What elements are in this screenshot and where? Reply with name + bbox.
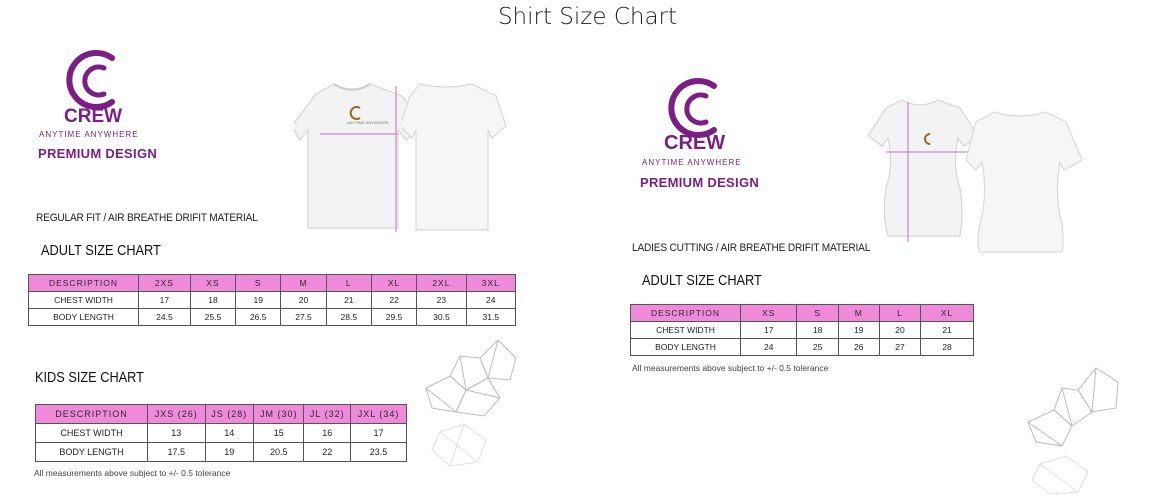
table-cell: 21 [326, 292, 371, 309]
table-cell: 31.5 [466, 309, 515, 326]
table-cell: 25.5 [190, 309, 235, 326]
table-header: JXS (26) [148, 405, 206, 424]
table-cell: 30.5 [417, 309, 466, 326]
table-header: JS (28) [205, 405, 253, 424]
table-cell: 19 [205, 443, 253, 462]
polygon-network-decoration [420, 336, 520, 486]
brand-name: CREW [64, 106, 123, 127]
tshirt-back-icon [966, 106, 1084, 258]
table-header: DESCRIPTION [36, 405, 148, 424]
table-cell: 17 [351, 424, 407, 443]
table-cell: 20 [281, 292, 326, 309]
table-row [631, 339, 974, 356]
table-row [36, 443, 407, 462]
right-adult-heading: ADULT SIZE CHART [642, 273, 762, 289]
table-header-row [36, 405, 407, 424]
adult-size-table [28, 274, 516, 326]
table-header: XL [371, 275, 416, 292]
table-cell: 25 [797, 339, 838, 356]
tshirt-front-icon [868, 96, 980, 244]
table-cell: 27.5 [281, 309, 326, 326]
table-cell: 27 [879, 339, 920, 356]
table-header: XS [741, 305, 797, 322]
table-cell: 24 [741, 339, 797, 356]
table-cell: 23 [417, 292, 466, 309]
table-cell: 28 [921, 339, 974, 356]
table-cell: 18 [797, 322, 838, 339]
table-cell: CHEST WIDTH [631, 322, 741, 339]
table-cell: 18 [190, 292, 235, 309]
table-header: JM (30) [254, 405, 304, 424]
tshirt-back-icon [402, 78, 510, 238]
table-row [29, 292, 516, 309]
brand-tagline: ANYTIME ANYWHERE [642, 158, 742, 167]
page-title: Shirt Size Chart [497, 4, 678, 30]
table-cell: 16 [304, 424, 351, 443]
table-cell: CHEST WIDTH [36, 424, 148, 443]
table-cell: 19 [838, 322, 879, 339]
premium-design-label: PREMIUM DESIGN [640, 175, 760, 190]
table-cell: 26 [838, 339, 879, 356]
left-fit-caption: REGULAR FIT / AIR BREATHE DRIFIT MATERIAL [36, 212, 258, 224]
table-header: 2XL [417, 275, 466, 292]
table-cell: 15 [254, 424, 304, 443]
table-header: XS [190, 275, 235, 292]
table-cell: BODY LENGTH [36, 443, 148, 462]
table-header: S [797, 305, 838, 322]
brand-tagline: ANYTIME ANYWHERE [39, 130, 139, 139]
table-header: XL [921, 305, 974, 322]
table-cell: 19 [236, 292, 281, 309]
ladies-size-table [630, 304, 974, 356]
table-cell: 23.5 [351, 443, 407, 462]
table-cell: 21 [921, 322, 974, 339]
premium-design-label: PREMIUM DESIGN [38, 146, 158, 161]
brand-name: CREW [664, 132, 726, 154]
table-header-row [631, 305, 974, 322]
table-header: S [236, 275, 281, 292]
table-row [29, 309, 516, 326]
table-cell: 22 [371, 292, 416, 309]
tolerance-note: All measurements above subject to +/- 0.5 tolerance [34, 468, 231, 478]
table-header: DESCRIPTION [631, 305, 741, 322]
table-cell: 20 [879, 322, 920, 339]
table-cell: CHEST WIDTH [29, 292, 139, 309]
table-header: L [326, 275, 371, 292]
table-cell: 24 [466, 292, 515, 309]
table-header-row [29, 275, 516, 292]
table-row [36, 424, 407, 443]
table-cell: 24.5 [139, 309, 191, 326]
table-header: 3XL [466, 275, 515, 292]
table-cell: 28.5 [326, 309, 371, 326]
tolerance-note: All measurements above subject to +/- 0.5 tolerance [632, 363, 829, 373]
table-header: JL (32) [304, 405, 351, 424]
table-cell: 26.5 [236, 309, 281, 326]
table-cell: 20.5 [254, 443, 304, 462]
table-header: M [838, 305, 879, 322]
table-cell: BODY LENGTH [29, 309, 139, 326]
kids-heading: KIDS SIZE CHART [35, 370, 144, 386]
table-cell: 13 [148, 424, 206, 443]
table-row [631, 322, 974, 339]
table-header: DESCRIPTION [29, 275, 139, 292]
table-header: 2XS [139, 275, 191, 292]
right-fit-caption: LADIES CUTTING / AIR BREATHE DRIFIT MATERIAL [632, 242, 871, 254]
table-header: JXL (34) [351, 405, 407, 424]
svg-text:ANYTIME ANYWHERE: ANYTIME ANYWHERE [347, 120, 389, 125]
crew-logo-icon [60, 44, 124, 114]
table-cell: 14 [205, 424, 253, 443]
table-header: M [281, 275, 326, 292]
table-cell: 17 [139, 292, 191, 309]
kids-size-table [35, 404, 407, 462]
table-cell: 22 [304, 443, 351, 462]
left-adult-heading: ADULT SIZE CHART [41, 243, 161, 259]
table-cell: 29.5 [371, 309, 416, 326]
table-cell: 17 [741, 322, 797, 339]
table-cell: BODY LENGTH [631, 339, 741, 356]
table-header: L [879, 305, 920, 322]
polygon-network-decoration [1022, 364, 1132, 498]
table-cell: 17.5 [148, 443, 206, 462]
